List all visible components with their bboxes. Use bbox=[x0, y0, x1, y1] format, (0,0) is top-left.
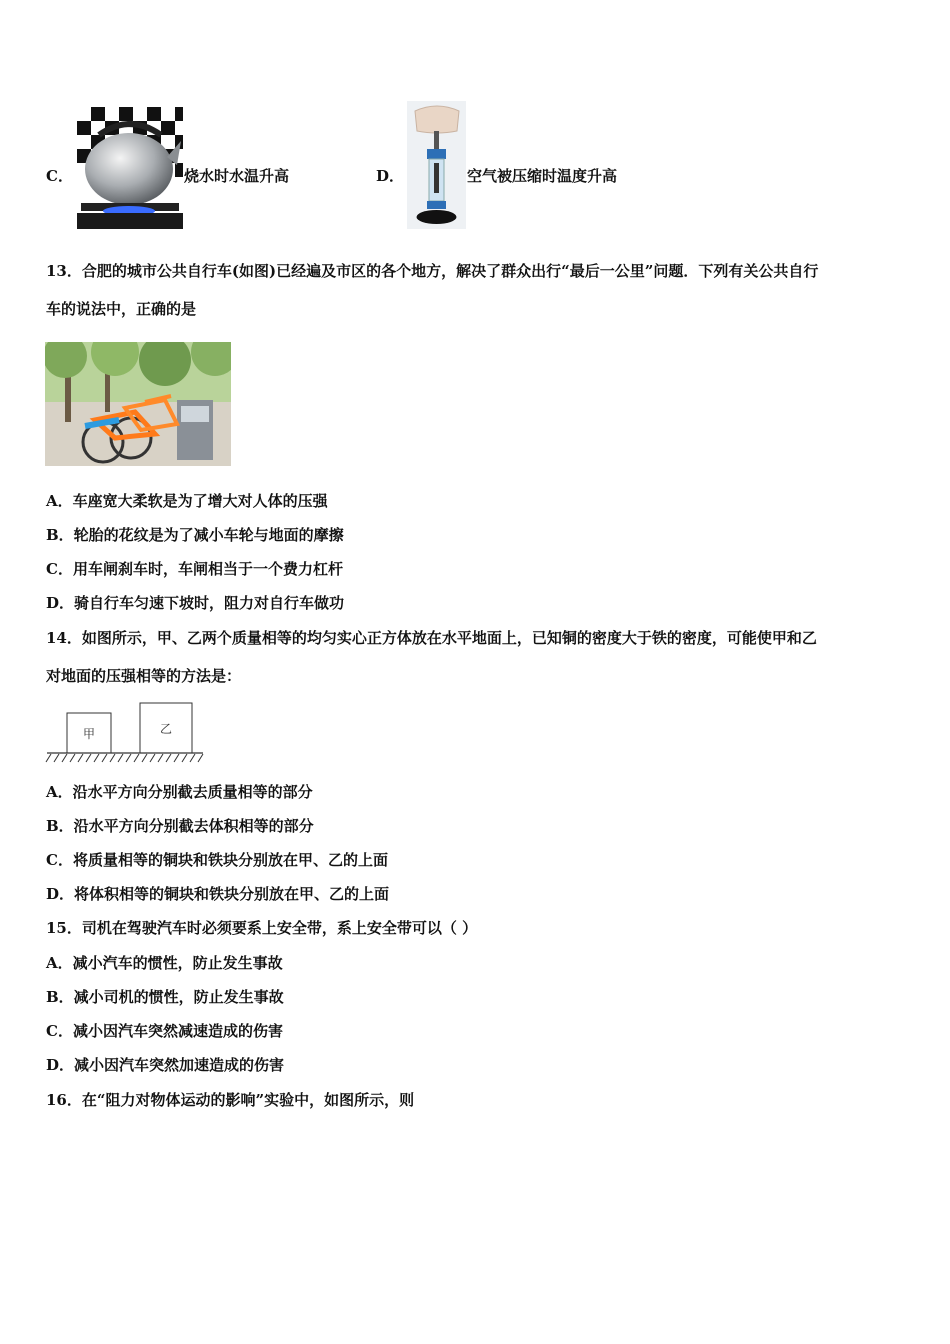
q12-option-c-text: 烧水时水温升高 bbox=[184, 167, 290, 185]
q13-stem-line2: 车的说法中，正确的是 bbox=[46, 300, 197, 318]
q12-option-d-letter: D． bbox=[376, 167, 405, 185]
q14-option-d: D．将体积相等的铜块和铁块分别放在甲、乙的上面 bbox=[46, 885, 390, 903]
block-b-label: 乙 bbox=[159, 722, 173, 736]
q13-option-b: B．轮胎的花纹是为了减小车轮与地面的摩擦 bbox=[46, 526, 344, 544]
q15-stem: 15．司机在驾驶汽车时必须要系上安全带，系上安全带可以（ ） bbox=[46, 919, 478, 937]
q13-option-a: A．车座宽大柔软是为了增大对人体的压强 bbox=[46, 492, 328, 510]
q13-option-d: D．骑自行车匀速下坡时，阻力对自行车做功 bbox=[46, 594, 345, 612]
q14-stem-line2: 对地面的压强相等的方法是： bbox=[46, 667, 242, 685]
q14-stem-line1: 14．如图所示，甲、乙两个质量相等的均匀实心正方体放在水平地面上，已知铜的密度大于铁的密度，可能使甲和乙 bbox=[46, 629, 817, 647]
q14-option-b: B．沿水平方向分别截去体积相等的部分 bbox=[46, 817, 314, 835]
q12-option-d-text: 空气被压缩时温度升高 bbox=[467, 167, 618, 185]
q13-stem-line1: 13．合肥的城市公共自行车(如图)已经遍及市区的各个地方，解决了群众出行“最后一公里”问题．下列有关公共自行 bbox=[46, 262, 819, 280]
q15-option-a: A．减小汽车的惯性，防止发生事故 bbox=[46, 954, 283, 972]
q15-option-d: D．减小因汽车突然加速造成的伤害 bbox=[46, 1056, 285, 1074]
cubes-on-ground-diagram bbox=[45, 700, 205, 766]
q14-option-c: C．将质量相等的铜块和铁块分别放在甲、乙的上面 bbox=[46, 851, 388, 869]
air-pump-image bbox=[407, 101, 466, 229]
q15-option-c: C．减小因汽车突然减速造成的伤害 bbox=[46, 1022, 283, 1040]
q16-stem: 16．在“阻力对物体运动的影响”实验中，如图所示，则 bbox=[46, 1091, 415, 1109]
q14-option-a: A．沿水平方向分别截去质量相等的部分 bbox=[46, 783, 313, 801]
q15-option-b: B．减小司机的惯性，防止发生事故 bbox=[46, 988, 284, 1006]
block-a-label: 甲 bbox=[82, 727, 96, 741]
q13-option-c: C．用车闸刹车时，车闸相当于一个费力杠杆 bbox=[46, 560, 343, 578]
q12-option-c-letter: C． bbox=[46, 167, 73, 185]
kettle-image bbox=[77, 107, 183, 229]
public-bicycles-image bbox=[45, 342, 231, 466]
